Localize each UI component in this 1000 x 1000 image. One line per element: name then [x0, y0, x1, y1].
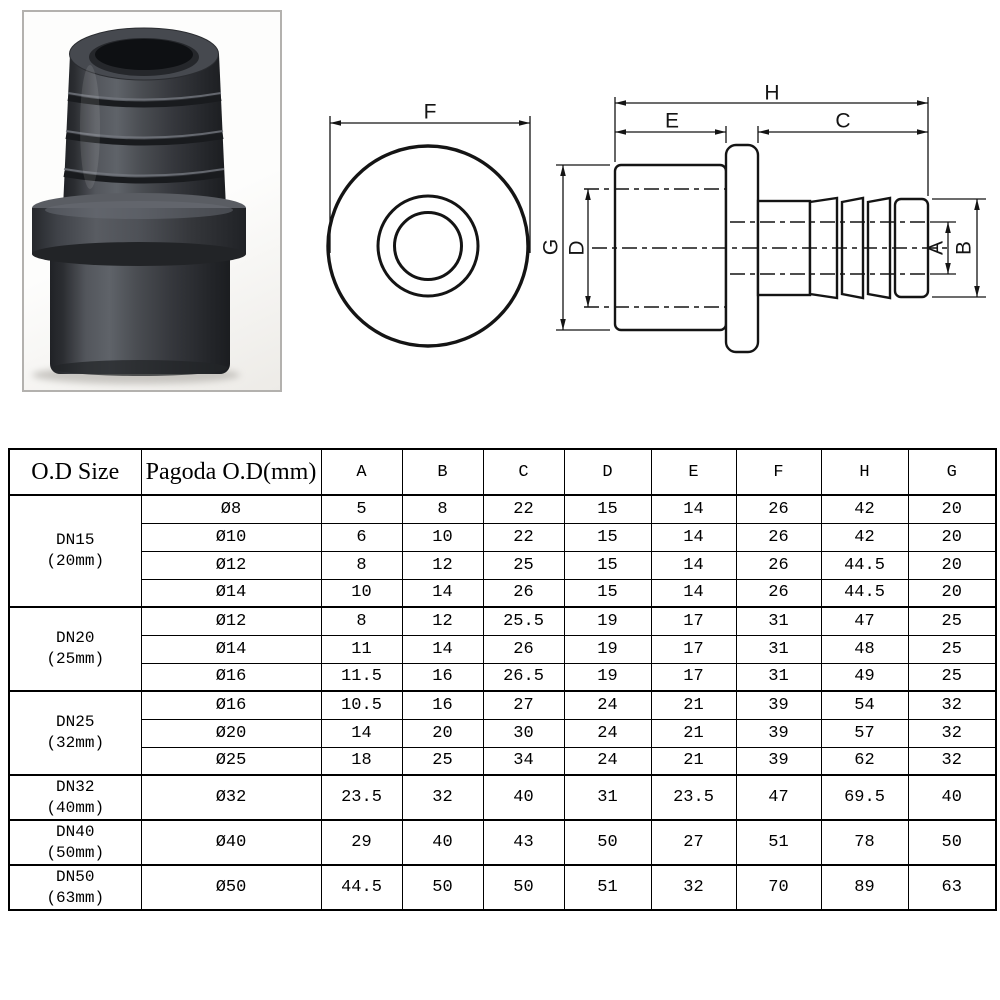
dimension-value-cell: 16 [402, 691, 483, 719]
column-header: A [321, 449, 402, 495]
od-size-cell: DN25 (32mm) [9, 691, 141, 775]
dimension-value-cell: 14 [651, 495, 736, 523]
pagoda-od-cell: Ø10 [141, 523, 321, 551]
dimension-value-cell: 78 [821, 820, 908, 865]
dim-label-b: B [952, 240, 976, 256]
dimension-value-cell: 14 [651, 551, 736, 579]
dimension-value-cell: 31 [736, 663, 821, 691]
dim-label-f: F [423, 100, 437, 124]
dimension-value-cell: 49 [821, 663, 908, 691]
dimension-value-cell: 19 [564, 607, 651, 635]
column-header: O.D Size [9, 449, 141, 495]
dimension-value-cell: 8 [321, 551, 402, 579]
dimension-value-cell: 31 [736, 607, 821, 635]
od-size-cell: DN15 (20mm) [9, 495, 141, 607]
dimension-value-cell: 39 [736, 719, 821, 747]
dimension-value-cell: 22 [483, 523, 564, 551]
dimension-value-cell: 25.5 [483, 607, 564, 635]
dimension-value-cell: 32 [908, 719, 996, 747]
dimension-value-cell: 25 [908, 607, 996, 635]
dimension-value-cell: 23.5 [651, 775, 736, 820]
table-row [9, 820, 996, 865]
dimension-value-cell: 15 [564, 579, 651, 607]
dimension-value-cell: 57 [821, 719, 908, 747]
dimension-value-cell: 25 [483, 551, 564, 579]
table-row [9, 579, 996, 607]
dimension-value-cell: 27 [651, 820, 736, 865]
column-header: C [483, 449, 564, 495]
dimension-value-cell: 18 [321, 747, 402, 775]
dimension-value-cell: 54 [821, 691, 908, 719]
pagoda-od-cell: Ø40 [141, 820, 321, 865]
dimension-value-cell: 30 [483, 719, 564, 747]
dimension-value-cell: 89 [821, 865, 908, 910]
header-row [9, 449, 996, 495]
dimension-value-cell: 50 [908, 820, 996, 865]
dimension-value-cell: 5 [321, 495, 402, 523]
spec-table [8, 448, 997, 911]
dimension-value-cell: 14 [321, 719, 402, 747]
dimension-value-cell: 26.5 [483, 663, 564, 691]
dimension-value-cell: 50 [402, 865, 483, 910]
od-size-cell: DN50 (63mm) [9, 865, 141, 910]
dim-label-a: A [924, 240, 948, 256]
dimension-value-cell: 50 [564, 820, 651, 865]
dimension-value-cell: 69.5 [821, 775, 908, 820]
pagoda-od-cell: Ø8 [141, 495, 321, 523]
dimension-value-cell: 44.5 [821, 551, 908, 579]
dimension-value-cell: 31 [564, 775, 651, 820]
dimension-value-cell: 40 [483, 775, 564, 820]
dimension-value-cell: 27 [483, 691, 564, 719]
dimension-value-cell: 14 [651, 579, 736, 607]
dimension-value-cell: 20 [402, 719, 483, 747]
dimension-value-cell: 62 [821, 747, 908, 775]
dimension-value-cell: 26 [736, 495, 821, 523]
front-view [328, 146, 528, 346]
dimension-value-cell: 26 [483, 635, 564, 663]
dimension-value-cell: 42 [821, 495, 908, 523]
dimension-value-cell: 39 [736, 691, 821, 719]
dimension-value-cell: 32 [908, 747, 996, 775]
dimension-value-cell: 26 [736, 551, 821, 579]
technical-drawings [0, 0, 1000, 445]
pagoda-od-cell: Ø32 [141, 775, 321, 820]
od-size-cell: DN40 (50mm) [9, 820, 141, 865]
dimension-value-cell: 40 [402, 820, 483, 865]
dimension-value-cell: 8 [402, 495, 483, 523]
od-size-cell: DN32 (40mm) [9, 775, 141, 820]
dimension-value-cell: 25 [908, 663, 996, 691]
dimension-value-cell: 17 [651, 663, 736, 691]
pagoda-od-cell: Ø20 [141, 719, 321, 747]
dimension-value-cell: 63 [908, 865, 996, 910]
dimension-value-cell: 34 [483, 747, 564, 775]
dimension-value-cell: 47 [821, 607, 908, 635]
dimension-value-cell: 17 [651, 635, 736, 663]
dimension-value-cell: 23.5 [321, 775, 402, 820]
pagoda-od-cell: Ø25 [141, 747, 321, 775]
dimension-value-cell: 32 [402, 775, 483, 820]
pagoda-od-cell: Ø16 [141, 691, 321, 719]
dimension-value-cell: 51 [736, 820, 821, 865]
dimension-value-cell: 25 [402, 747, 483, 775]
dimension-value-cell: 20 [908, 523, 996, 551]
dim-label-e: E [664, 109, 680, 133]
dimension-value-cell: 44.5 [821, 579, 908, 607]
inner-circle [395, 213, 462, 280]
dimension-value-cell: 15 [564, 551, 651, 579]
dimension-value-cell: 20 [908, 551, 996, 579]
dim-label-g: G [539, 238, 563, 256]
dimension-value-cell: 10.5 [321, 691, 402, 719]
column-header: F [736, 449, 821, 495]
dimension-value-cell: 20 [908, 495, 996, 523]
od-size-cell: DN20 (25mm) [9, 607, 141, 691]
dimension-value-cell: 24 [564, 691, 651, 719]
dimension-value-cell: 14 [651, 523, 736, 551]
table-row [9, 635, 996, 663]
dimension-value-cell: 8 [321, 607, 402, 635]
dimension-value-cell: 51 [564, 865, 651, 910]
dimension-value-cell: 17 [651, 607, 736, 635]
outer-circle [328, 146, 528, 346]
dimension-value-cell: 24 [564, 719, 651, 747]
pagoda-od-cell: Ø50 [141, 865, 321, 910]
table-row [9, 719, 996, 747]
dimension-value-cell: 21 [651, 747, 736, 775]
pagoda-od-cell: Ø14 [141, 635, 321, 663]
dimension-value-cell: 14 [402, 635, 483, 663]
dimension-value-cell: 12 [402, 607, 483, 635]
dimension-value-cell: 15 [564, 523, 651, 551]
table-row [9, 607, 996, 635]
dimension-value-cell: 11 [321, 635, 402, 663]
table-row [9, 551, 996, 579]
table-row [9, 495, 996, 523]
dimension-value-cell: 48 [821, 635, 908, 663]
column-header: G [908, 449, 996, 495]
dimension-value-cell: 19 [564, 635, 651, 663]
dimension-value-cell: 47 [736, 775, 821, 820]
dimension-value-cell: 31 [736, 635, 821, 663]
column-header: Pagoda O.D(mm) [141, 449, 321, 495]
dimension-value-cell: 32 [651, 865, 736, 910]
dimension-value-cell: 24 [564, 747, 651, 775]
column-header: H [821, 449, 908, 495]
dimension-value-cell: 40 [908, 775, 996, 820]
dimension-value-cell: 70 [736, 865, 821, 910]
pagoda-od-cell: Ø12 [141, 551, 321, 579]
dimension-value-cell: 19 [564, 663, 651, 691]
pagoda-od-cell: Ø12 [141, 607, 321, 635]
dimension-value-cell: 12 [402, 551, 483, 579]
dimension-value-cell: 50 [483, 865, 564, 910]
table-row [9, 691, 996, 719]
table-row [9, 663, 996, 691]
dimension-value-cell: 11.5 [321, 663, 402, 691]
dimension-value-cell: 42 [821, 523, 908, 551]
dimension-value-cell: 29 [321, 820, 402, 865]
dimension-value-cell: 25 [908, 635, 996, 663]
dimension-value-cell: 21 [651, 719, 736, 747]
dimension-value-cell: 16 [402, 663, 483, 691]
dimension-value-cell: 26 [483, 579, 564, 607]
table-row [9, 865, 996, 910]
column-header: D [564, 449, 651, 495]
dimension-value-cell: 21 [651, 691, 736, 719]
dim-label-h: H [764, 81, 780, 105]
table-row [9, 523, 996, 551]
dimension-value-cell: 32 [908, 691, 996, 719]
dimension-value-cell: 6 [321, 523, 402, 551]
dim-label-d: D [565, 240, 589, 256]
dimension-value-cell: 22 [483, 495, 564, 523]
dimension-value-cell: 20 [908, 579, 996, 607]
dimension-value-cell: 10 [321, 579, 402, 607]
table-row [9, 747, 996, 775]
dimension-value-cell: 10 [402, 523, 483, 551]
dimension-value-cell: 43 [483, 820, 564, 865]
dimension-value-cell: 44.5 [321, 865, 402, 910]
dimension-value-cell: 14 [402, 579, 483, 607]
table-row [9, 775, 996, 820]
pagoda-od-cell: Ø16 [141, 663, 321, 691]
dimension-value-cell: 26 [736, 523, 821, 551]
column-header: B [402, 449, 483, 495]
dimension-value-cell: 15 [564, 495, 651, 523]
pagoda-od-cell: Ø14 [141, 579, 321, 607]
dim-label-c: C [835, 109, 851, 133]
dimension-value-cell: 26 [736, 579, 821, 607]
column-header: E [651, 449, 736, 495]
dimension-value-cell: 39 [736, 747, 821, 775]
